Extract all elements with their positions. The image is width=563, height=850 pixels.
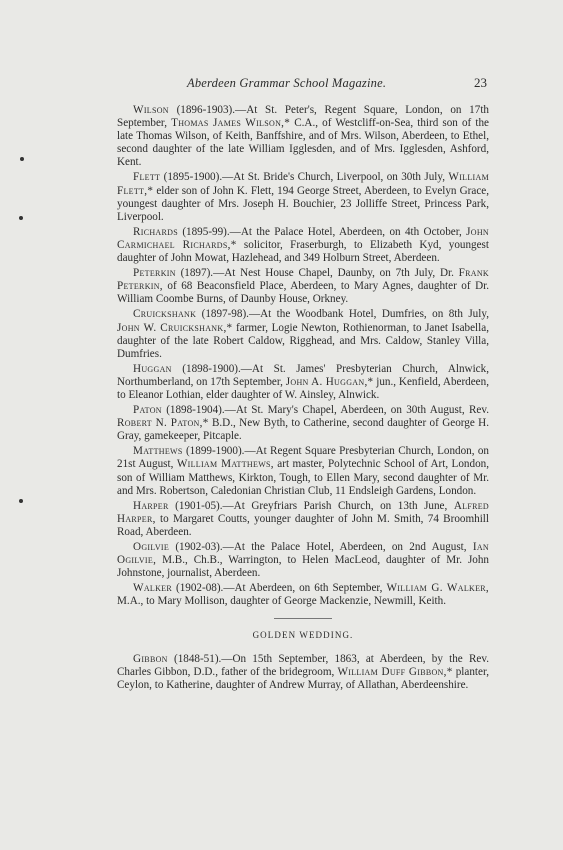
entry-person: William G. Walker, [386, 582, 489, 595]
entry-text: farmer, Logie Newton, Rothienorman, to Janet Isabella, daughter of the late Robert Caldow, Rigghead, and Mrs. Caldow, Stanley Villa, Dumfries. [117, 321, 489, 360]
entry-surname: Walker [133, 582, 172, 595]
entry-person: Alfred Harper, [117, 499, 489, 525]
marriage-entry [117, 404, 489, 443]
entry-text: solicitor, Fraserburgh, to Elizabeth Kyd, youngest daughter of John Mowat, Hazlehead, and 349 Holburn Street, Aberdeen. [117, 238, 489, 265]
entry-text: art master, Polytechnic School of Art, London, son of William Matthews, Kirkton, Tough, to Ellen Mary, second daughter of Mr. and Mrs. Robertson, Caledonian Christian Club, 11 Endsleigh Gardens, London. [117, 458, 489, 497]
entry-person: Robert N. Paton,* [117, 417, 209, 430]
entry-person: William Matthews, [176, 458, 274, 471]
margin-mark [20, 157, 24, 161]
golden-wedding-entry [117, 653, 489, 692]
section-divider [274, 618, 332, 619]
entry-text: jun., Kenfield, Aberdeen, to Eleanor Lothian, elder daughter of W. Ainsley, Alnwick. [117, 375, 489, 401]
marriage-entry [117, 267, 489, 306]
marriage-entry [117, 500, 489, 539]
entry-surname: Wilson [133, 104, 169, 116]
entry-text: to Margaret Coutts, younger daughter of John M. Smith, 74 Broomhill Road, Aberdeen. [117, 512, 489, 538]
entry-surname: Richards [133, 225, 178, 238]
entry-text: At Greyfriars Parish Church, on 13th June, [233, 499, 454, 512]
entry-surname: Peterkin [133, 267, 176, 280]
entry-text: At the Palace Hotel, Aberdeen, on 2nd August, [233, 541, 473, 553]
entry-text: On 15th September, 1863, at Aberdeen, by the Rev. Charles Gibbon, D.D., father of the bridegroom, [117, 652, 489, 678]
entry-surname: Ogilvie [133, 541, 170, 553]
entry-text: of 68 Beaconsfield Place, Aberdeen, to Mary Agnes, daughter of Dr. William Coombe Burns, of Daunby House, Orkney. [117, 280, 489, 306]
entry-text: At St. James' Presbyterian Church, Alnwick, Northumberland, on 17th September, [117, 362, 489, 388]
entry-surname: Harper [133, 499, 169, 512]
entry-person: William Flett,* [117, 171, 489, 197]
entry-dates: (1897-98).— [201, 308, 261, 321]
entry-dates: (1901-05).— [175, 499, 234, 512]
entry-dates: (1897).— [180, 267, 225, 280]
entry-text: At the Woodbank Hotel, Dumfries, on 8th July, [260, 308, 489, 321]
article-body [117, 104, 489, 694]
entry-surname: Gibbon [133, 652, 168, 665]
entry-text: M.A., to Mary Mollison, daughter of George Mackenzie, Newmill, Keith. [117, 595, 446, 608]
running-title: Aberdeen Grammar School Magazine. [187, 76, 387, 90]
entry-dates: (1895-1900).— [163, 171, 234, 184]
entry-surname: Cruickshank [133, 308, 197, 321]
entry-dates: (1895-99).— [182, 225, 241, 238]
entry-text: M.B., Ch.B., Warrington, to Helen MacLeod, daughter of Mr. John Johnstone, journalist, Aberdeen. [117, 554, 489, 580]
entry-person: Frank Peterkin, [117, 267, 490, 293]
marriage-entry [117, 363, 489, 402]
entry-text: At Nest House Chapel, Daunby, on 7th July, Dr. [224, 267, 459, 280]
entry-text: B.D., New Byth, to Catherine, second daughter of George H. Gray, gamekeeper, Pitcaple. [117, 417, 489, 443]
entry-person: Ian Ogilvie, [117, 541, 489, 567]
marriage-entry [117, 308, 489, 360]
marriage-entry [117, 226, 489, 265]
entry-person: John A. Huggan,* [285, 375, 374, 388]
entry-person: John W. Cruickshank,* [117, 321, 233, 334]
marriage-entry [117, 104, 489, 169]
entry-dates: (1902-03).— [175, 541, 234, 553]
entry-dates: (1848-51).— [173, 652, 233, 665]
entry-person: William Duff Gibbon,* [337, 665, 453, 678]
entry-text: At Aberdeen, on 6th September, [234, 582, 387, 595]
entry-text: elder son of John K. Flett, 194 George Street, Aberdeen, to Evelyn Grace, youngest daughter of Mrs. Joseph H. Bouchier, 23 Jolliffe Street, Princess Park, Liverpool. [117, 184, 489, 223]
page-header [117, 76, 489, 92]
marriage-entry [117, 582, 489, 608]
marriage-entry [117, 541, 489, 580]
entry-text: C.A., of Westcliff-on-Sea, third son of the late Thomas Wilson, of Keith, Banffshire, and of Mrs. Wilson, Aberdeen, to Ethel, second daughter of the late William Igglesden, and of Mrs. Igglesden, Ashford, Kent. [117, 117, 489, 169]
marriage-entry [117, 171, 489, 223]
margin-mark [19, 499, 23, 503]
entry-text: At Regent Square Presbyterian Church, London, on 21st August, [117, 445, 489, 471]
entry-surname: Paton [133, 404, 162, 417]
entry-surname: Flett [133, 171, 161, 184]
margin-mark [19, 216, 23, 220]
entry-text: At St. Peter's, Regent Square, London, on 17th September, [117, 104, 489, 130]
entry-surname: Matthews [133, 445, 183, 458]
entry-text: planter, Ceylon, to Katherine, daughter of Andrew Murray, of Allathan, Aberdeenshire. [117, 665, 490, 691]
entry-dates: (1898-1900).— [182, 362, 252, 375]
entry-text: At St. Bride's Church, Liverpool, on 30th July, [233, 171, 449, 184]
page-number: 23 [474, 75, 487, 90]
entry-text: At the Palace Hotel, Aberdeen, on 4th October, [240, 225, 467, 238]
entry-person: John Carmichael Richards,* [117, 225, 489, 251]
entry-dates: (1899-1900).— [185, 445, 256, 458]
marriage-entry [117, 445, 489, 497]
entry-person: Thomas James Wilson,* [171, 117, 291, 130]
entry-dates: (1896-1903).— [176, 104, 247, 116]
entry-surname: Huggan [133, 362, 172, 375]
entry-dates: (1898-1904).— [166, 404, 236, 417]
entry-text: At St. Mary's Chapel, Aberdeen, on 30th August, Rev. [235, 404, 489, 417]
section-heading: GOLDEN WEDDING. [252, 630, 354, 641]
entry-dates: (1902-08).— [176, 582, 235, 595]
